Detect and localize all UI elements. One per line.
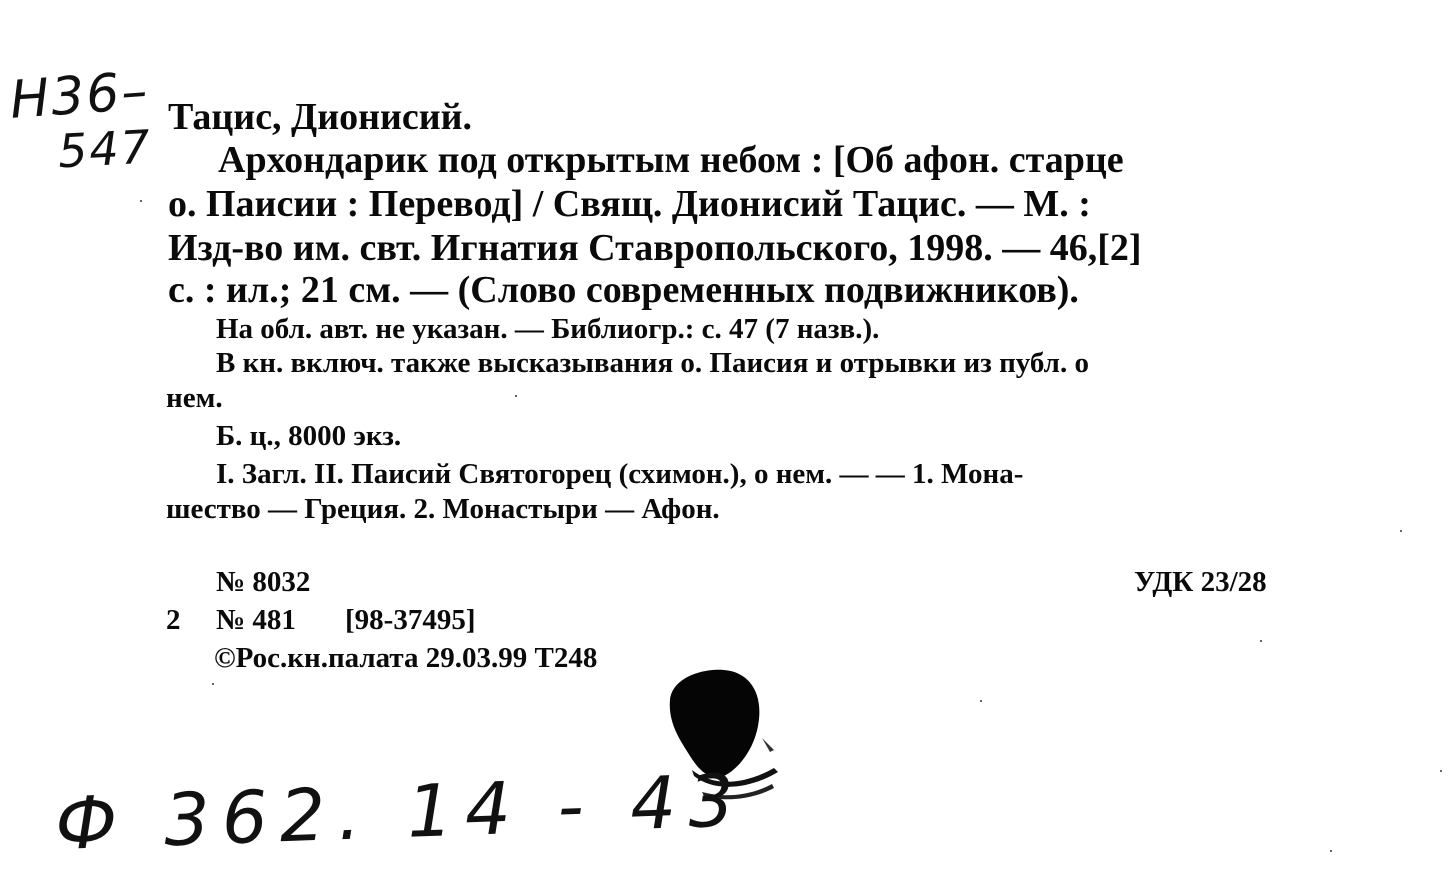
card-note: На обл. авт. не указан. — Библиогр.: с. 47 (7 назв.). (216, 313, 880, 345)
record-number: № 8032 (216, 566, 311, 598)
card-title-line: с. : ил.; 21 см. — (Слово современных подвижников). (168, 269, 1079, 311)
handwritten-shelfmark-line1: Н36– (8, 61, 152, 131)
udc-code: УДК 23/28 (1134, 566, 1267, 598)
scan-speck (1440, 770, 1442, 772)
record-number-secondary: № 481 (216, 604, 296, 636)
scan-speck (1260, 640, 1262, 642)
handwritten-shelfmark-line2: 547 (56, 119, 154, 179)
card-note: нем. (166, 382, 223, 414)
handwritten-call-number: Ф 362. 14 - 43 (53, 757, 748, 867)
book-chamber-imprint: ©Рос.кн.палата 29.03.99 Т248 (214, 642, 598, 674)
card-title-line: Архондарик под открытым небом : [Об афон. старце (218, 139, 1124, 181)
scan-speck (212, 683, 214, 685)
copy-count: 2 (166, 604, 181, 636)
scan-speck (1400, 530, 1402, 532)
registration-number: [98-37495] (345, 604, 476, 636)
card-title-line: о. Паисии : Перевод] / Свящ. Дионисий Тацис. — М. : (168, 183, 1091, 225)
card-note: Б. ц., 8000 экз. (216, 420, 402, 452)
card-subject-headings: шество — Греция. 2. Монастыри — Афон. (166, 493, 720, 525)
card-title-line: Изд-во им. свт. Игнатия Ставропольского, 1998. — 46,[2] (168, 227, 1142, 269)
card-note: В кн. включ. также высказывания о. Паисия и отрывки из публ. о (216, 347, 1089, 379)
card-subject-headings: I. Загл. II. Паисий Святогорец (схимон.), о нем. — — 1. Мона- (216, 458, 1024, 490)
card-author: Тацис, Дионисий. (168, 96, 473, 138)
scan-speck (515, 395, 517, 397)
scan-speck (980, 700, 982, 702)
scan-speck (1330, 850, 1332, 852)
scan-speck (140, 200, 142, 202)
